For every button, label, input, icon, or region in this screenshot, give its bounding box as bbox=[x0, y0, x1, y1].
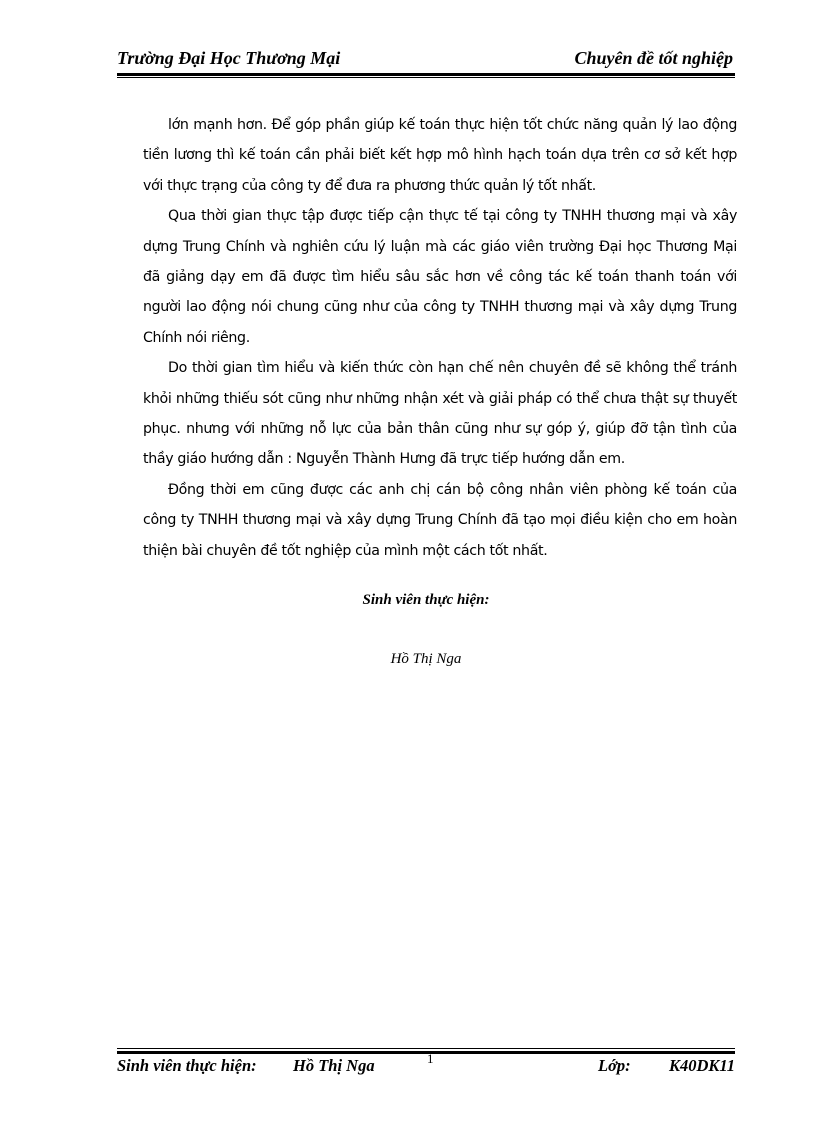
signature-name: Hồ Thị Nga bbox=[390, 651, 462, 667]
footer-class-label: Lớp: bbox=[598, 1056, 631, 1075]
page-number: 1 bbox=[427, 1051, 434, 1066]
paragraph-3: Do thời gian tìm hiểu và kiến thức còn hạn chế nên chuyên đề sẽ không thể tránh khỏi những thiếu sót cũng như những nhận xét và giải pháp có thể chưa thật sự thuyết phục. nhưng với những nỗ lực của bản thân cũng như sự góp ý, giúp đỡ tận tình của thầy giáo hướng dẫn : Nguyễn Thành Hưng đã trực tiếp hướng dẫn em. bbox=[143, 360, 737, 468]
signature-label: Sinh viên thực hiện: bbox=[362, 592, 490, 608]
document-body bbox=[143, 110, 737, 566]
page-header bbox=[117, 48, 733, 72]
paragraph-1: lớn mạnh hơn. Để góp phần giúp kế toán thực hiện tốt chức năng quản lý lao động tiền lương thì kế toán cần phải biết kết hợp mô hình hạch toán dựa trên cơ sở kết hợp với thực trạng của công ty để đưa ra phương thức quản lý tốt nhất. bbox=[143, 117, 737, 194]
header-divider-thin bbox=[117, 77, 735, 78]
header-document-type: Chuyên đề tốt nghiệp bbox=[574, 48, 733, 68]
header-divider bbox=[117, 73, 735, 76]
footer-divider-thin bbox=[117, 1048, 735, 1049]
paragraph-4: Đồng thời em cũng được các anh chị cán bộ công nhân viên phòng kế toán của công ty TNHH thương mại và xây dựng Trung Chính đã tạo mọi điều kiện cho em hoàn thiện bài chuyên đề tốt nghiệp của mình một cách tốt nhất. bbox=[143, 481, 737, 559]
header-school-name: Trường Đại Học Thương Mại bbox=[117, 48, 341, 68]
footer-class-value: K40DK11 bbox=[668, 1056, 735, 1075]
footer-student-label: Sinh viên thực hiện: bbox=[117, 1056, 257, 1075]
page-footer bbox=[117, 1051, 735, 1080]
footer-student-name: Hồ Thị Nga bbox=[293, 1056, 375, 1075]
footer-divider bbox=[117, 1051, 735, 1054]
paragraph-2: Qua thời gian thực tập được tiếp cận thực tế tại công ty TNHH thương mại và xây dựng Trung Chính và nghiên cứu lý luận mà các giáo viên trường Đại học Thương Mại đã giảng dạy em đã được tìm hiểu sâu sắc hơn về công tác kế toán thanh toán với người lao động nói chung cũng như của công ty TNHH thương mại và xây dựng Trung Chính nói riêng. bbox=[143, 208, 737, 346]
